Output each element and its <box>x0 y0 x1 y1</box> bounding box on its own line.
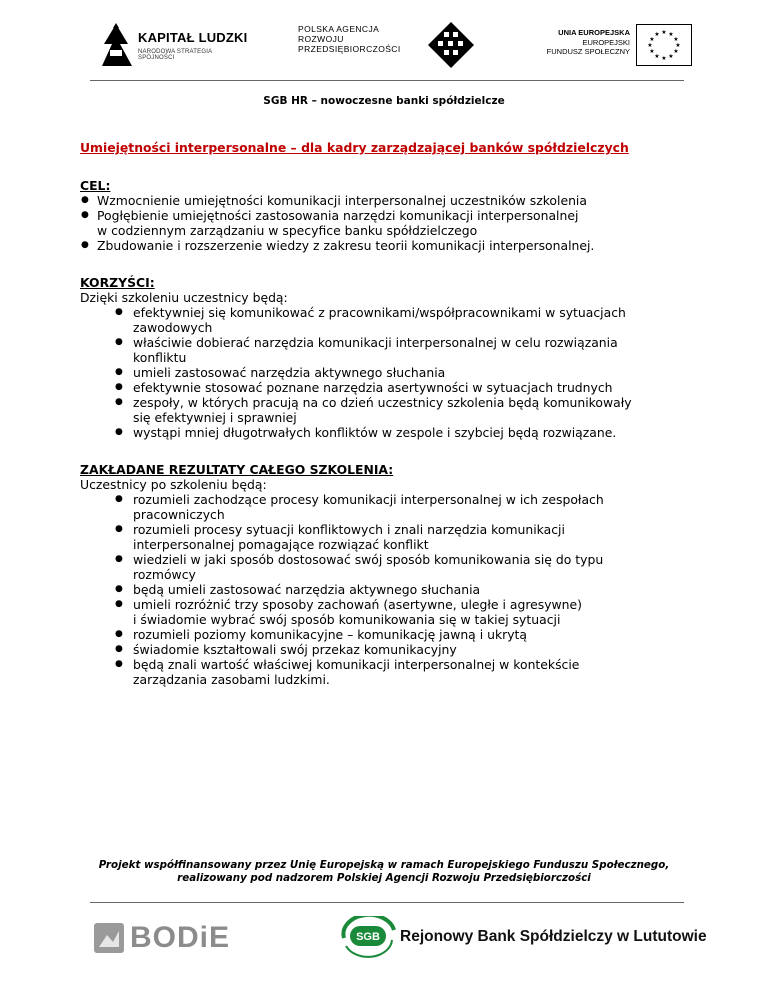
document-title: Umiejętności interpersonalne – dla kadry zarządzającej banków spółdzielczych <box>80 140 629 155</box>
list-item <box>80 395 690 425</box>
list-item-text: efektywniej się komunikować z pracownikami/współpracownikami w sytuacjach <box>133 305 626 320</box>
bullet-icon: ● <box>81 195 89 205</box>
kapital-ludzki-title: KAPITAŁ LUDZKI <box>138 30 248 45</box>
svg-text:★: ★ <box>661 29 667 36</box>
list-item <box>80 380 690 395</box>
footer-rule <box>90 902 684 903</box>
parp-text <box>298 24 401 54</box>
parp-logo <box>298 24 498 74</box>
list-item <box>80 552 690 582</box>
bullet-icon: ● <box>81 210 89 220</box>
bullet-icon: ● <box>115 427 123 437</box>
list-item-text: Wzmocnienie umiejętności komunikacji interpersonalnej uczestników szkolenia <box>97 193 587 208</box>
list-item <box>80 522 690 552</box>
bullet-icon: ● <box>115 524 123 534</box>
list-item <box>80 208 690 238</box>
list-item-text: będą znali wartość właściwej komunikacji interpersonalnej w kontekście <box>133 657 580 672</box>
list-item-text: wystąpi mniej długotrwałych konfliktów w zespole i szybciej będą rozwiązane. <box>133 425 617 440</box>
bullet-icon: ● <box>115 397 123 407</box>
cel-list <box>80 193 690 253</box>
bullet-icon: ● <box>115 599 123 609</box>
svg-text:★: ★ <box>649 48 655 55</box>
korzysci-intro: Dzięki szkoleniu uczestnicy będą: <box>80 290 288 305</box>
footer-note-line: Projekt współfinansowany przez Unię Europejską w ramach Europejskiego Funduszu Społecznego, <box>98 859 670 871</box>
list-item-text: będą umieli zastosować narzędzia aktywnego słuchania <box>133 582 481 597</box>
sgb-badge-text: SGB <box>356 931 380 943</box>
list-item <box>80 305 690 335</box>
list-item-text: rozmówcy <box>133 567 196 582</box>
list-item <box>80 238 690 253</box>
svg-text:★: ★ <box>647 42 653 49</box>
kapital-ludzki-emblem-icon <box>98 22 134 68</box>
korzysci-list <box>80 305 690 440</box>
bullet-icon: ● <box>115 337 123 347</box>
document-body <box>80 140 690 687</box>
bodie-logo <box>94 920 244 956</box>
bullet-icon: ● <box>115 659 123 669</box>
bullet-icon: ● <box>81 240 89 250</box>
list-item-text: interpersonalnej pomagające rozwiązać konflikt <box>133 537 429 552</box>
sgb-badge-icon <box>340 916 398 958</box>
svg-text:★: ★ <box>649 36 655 43</box>
parp-line: PRZEDSIĘBIORCZOŚCI <box>298 44 401 54</box>
eu-logo <box>522 24 692 74</box>
list-item-text: wiedzieli w jaki sposób dostosować swój sposób komunikowania się do typu <box>133 552 604 567</box>
parp-line: POLSKA AGENCJA <box>298 24 380 34</box>
rezultaty-intro: Uczestnicy po szkoleniu będą: <box>80 477 267 492</box>
svg-text:★: ★ <box>673 36 679 43</box>
list-item <box>80 193 690 208</box>
kapital-ludzki-subtitle: NARODOWA STRATEGIA SPÓJNOŚCI <box>138 49 212 61</box>
list-item-text: Pogłębienie umiejętności zastosowania narzędzi komunikacji interpersonalnej <box>97 208 579 223</box>
svg-text:★: ★ <box>668 53 674 60</box>
bullet-icon: ● <box>115 554 123 564</box>
eu-text <box>547 28 630 57</box>
header-subtitle: SGB HR – nowoczesne banki spółdzielcze <box>263 95 505 107</box>
list-item-text: rozumieli poziomy komunikacyjne – komunikację jawną i ukrytą <box>133 627 527 642</box>
svg-text:★: ★ <box>675 42 681 49</box>
sgb-logo <box>340 916 707 960</box>
korzysci-heading: KORZYŚCI: <box>80 275 155 290</box>
list-item <box>80 492 690 522</box>
header-logos <box>90 18 690 78</box>
sgb-name: Rejonowy Bank Spółdzielczy w Lututowie <box>400 928 707 945</box>
header-rule <box>90 80 684 81</box>
list-item-text: właściwie dobierać narzędzia komunikacji interpersonalnej w celu rozwiązania <box>133 335 618 350</box>
bullet-icon: ● <box>115 367 123 377</box>
eu-flag-icon <box>636 24 692 66</box>
footer-note <box>0 859 768 885</box>
list-item-text: świadomie kształtowali swój przekaz komunikacyjny <box>133 642 457 657</box>
list-item <box>80 582 690 597</box>
list-item <box>80 425 690 440</box>
bullet-icon: ● <box>115 307 123 317</box>
list-item-text: umieli zastosować narzędzia aktywnego słuchania <box>133 365 446 380</box>
parp-line: ROZWOJU <box>298 34 344 44</box>
bullet-icon: ● <box>115 382 123 392</box>
list-item-text: konfliktu <box>133 350 187 365</box>
bullet-icon: ● <box>115 644 123 654</box>
kapital-ludzki-logo <box>98 22 248 68</box>
list-item-text: rozumieli procesy sytuacji konfliktowych i znali narzędzia komunikacji <box>133 522 565 537</box>
bullet-icon: ● <box>115 494 123 504</box>
eu-line: FUNDUSZ SPOŁECZNY <box>546 47 630 56</box>
list-item-text: umieli rozróżnić trzy sposoby zachowań (asertywne, uległe i agresywne) <box>133 597 582 612</box>
bullet-icon: ● <box>115 629 123 639</box>
svg-text:★: ★ <box>661 55 667 62</box>
svg-text:★: ★ <box>668 31 674 38</box>
list-item <box>80 657 690 687</box>
list-item-text: w codziennym zarządzaniu w specyfice banku spółdzielczego <box>97 223 478 238</box>
rezultaty-list <box>80 492 690 687</box>
list-item-text: zespoły, w których pracują na co dzień uczestnicy szkolenia będą komunikowały <box>133 395 632 410</box>
svg-text:★: ★ <box>654 31 660 38</box>
footer-note-line: realizowany pod nadzorem Polskiej Agencji Rozwoju Przedsiębiorczości <box>177 872 591 884</box>
list-item <box>80 627 690 642</box>
list-item-text: zarządzania zasobami ludzkimi. <box>133 672 330 687</box>
eu-line: UNIA EUROPEJSKA <box>558 28 630 37</box>
rezultaty-heading: ZAKŁADANE REZULTATY CAŁEGO SZKOLENIA: <box>80 462 394 477</box>
bodie-name: BODiE <box>130 921 231 954</box>
list-item-text: rozumieli zachodzące procesy komunikacji interpersonalnej w ich zespołach <box>133 492 604 507</box>
list-item-text: się efektywniej i sprawniej <box>133 410 297 425</box>
bullet-icon: ● <box>115 584 123 594</box>
list-item-text: pracowniczych <box>133 507 225 522</box>
svg-text:★: ★ <box>654 53 660 60</box>
list-item <box>80 365 690 380</box>
cel-heading: CEL: <box>80 178 111 193</box>
list-item <box>80 642 690 657</box>
list-item <box>80 597 690 627</box>
svg-text:★: ★ <box>673 48 679 55</box>
list-item <box>80 335 690 365</box>
list-item-text: efektywnie stosować poznane narzędzia asertywności w sytuacjach trudnych <box>133 380 613 395</box>
bodie-square-icon <box>94 923 124 953</box>
parp-diamond-icon <box>426 20 476 70</box>
list-item-text: Zbudowanie i rozszerzenie wiedzy z zakresu teorii komunikacji interpersonalnej. <box>97 238 595 253</box>
eu-line: EUROPEJSKI <box>582 37 630 47</box>
list-item-text: zawodowych <box>133 320 213 335</box>
list-item-text: i świadomie wybrać swój sposób komunikowania się w takiej sytuacji <box>133 612 561 627</box>
